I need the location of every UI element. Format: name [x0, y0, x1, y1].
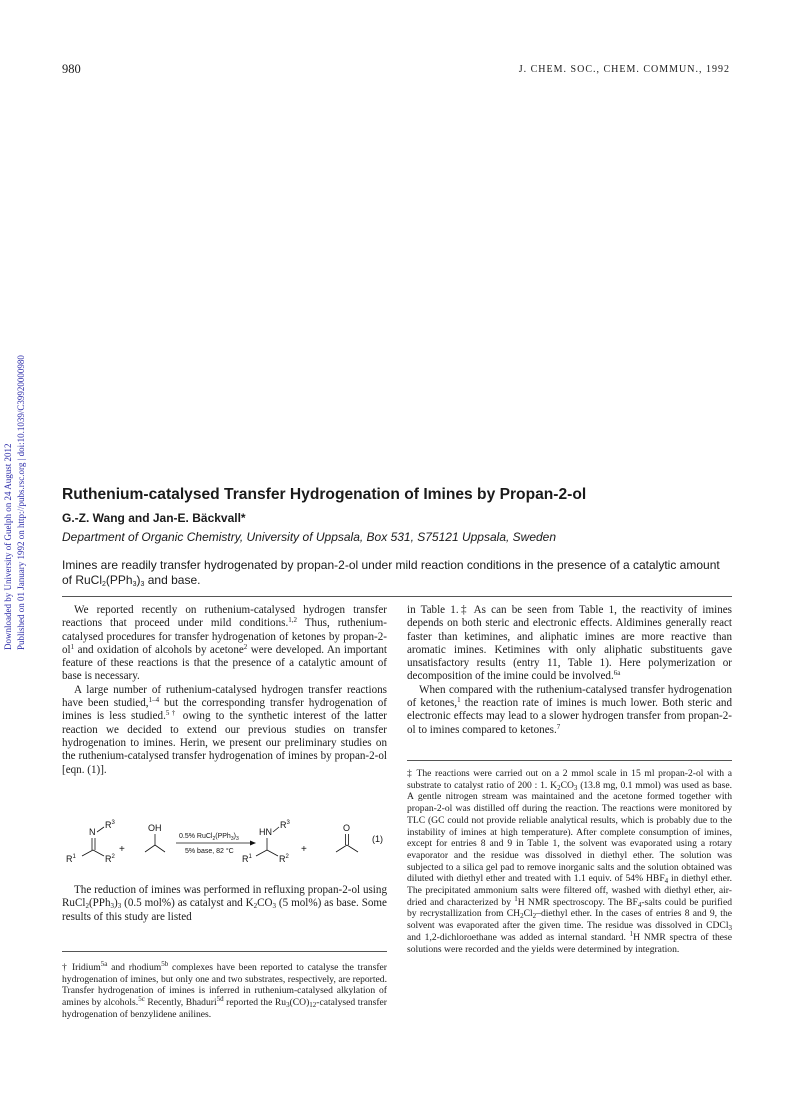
left-column-results: [62, 884, 387, 924]
abstract-divider: [62, 596, 732, 597]
paragraph-background: A large number of ruthenium-catalysed hydrogen transfer reactions have been studied,$^{1-4}$ but the corresponding transfer hydrogenation of imines is less studied.$^{5\dagger}$ owing to the synthetic interest of the latter reaction we decided to extend our previous studies on transfer hydrogenation to imines. Herin, we present our preliminary studies on the ruthenium-catalysed transfer hydrogenation of imines by propan-2-ol [eqn. (1)].: [62, 683, 388, 776]
article-affiliation: Department of Organic Chemistry, University of Uppsala, Box 531, S75121 Uppsala, Sweden: [62, 530, 557, 544]
download-notice-line1: Downloaded by University of Guelph on 24 August 2012: [3, 443, 13, 650]
right-footnote-divider: [407, 760, 732, 761]
plus-sign-2: +: [301, 844, 307, 855]
r1-label-right: $R^1$: [242, 854, 252, 864]
hn-label: HN: [259, 827, 272, 837]
r2-label-left: $R^2$: [105, 854, 115, 864]
r3-label-left: $R^3$: [105, 820, 115, 830]
right-column-body: [407, 604, 732, 737]
catalyst-label: 0.5% $RuCl_2(PPh_3)_3$: [179, 833, 239, 842]
left-column-body: [62, 604, 387, 777]
download-notice: [0, 290, 26, 650]
r3-label-right: $R^3$: [280, 820, 290, 830]
equation-number: (1): [372, 834, 383, 844]
download-notice-line2[interactable]: Published on 01 January 1992 on http://pubs.rsc.org | doi:10.1039/C39920000980: [16, 355, 26, 650]
article-title: Ruthenium-catalysed Transfer Hydrogenation of Imines by Propan-2-ol: [62, 486, 587, 503]
footnote-dagger: † Iridium$^{5a}$ and rhodium$^{5b}$ complexes have been reported to catalyse the transfer hydrogenation of imines, but only one and two substrates, respectively, are reported. Transfer hydrogenation of imines is inferred in ruthenium-catalysed alkylation of amines by alcohols.$^{5c}$ Recently, Bhaduri$^{5d}$ reported the $Ru_3(CO)_{12}$-catalysed transfer hydrogenation of benzylidene anilines.: [62, 960, 388, 1020]
n-atom-label: N: [89, 827, 96, 837]
paragraph-comparison: When compared with the ruthenium-catalysed transfer hydrogenation of ketones,$^1$ the reaction rate of imines is much lower. Both steric and electronic effects may lead to a slower hydrogen transfer from propan-2-ol to imines compared to ketones.$^7$: [407, 683, 732, 736]
paragraph-intro: We reported recently on ruthenium-catalysed hydrogen transfer reactions that proceed under mild conditions.$^{1,2}$ Thus, ruthenium-catalysed procedures for transfer hydrogenation of ketones by propan-$2-ol^1$ and oxidation of alcohols by acetone$^2$ were developed. An important feature of these reactions is that the presence of a catalytic amount of base is necessary.: [62, 604, 387, 683]
o-label: O: [343, 823, 351, 833]
plus-sign-1: +: [119, 844, 125, 855]
r2-label-right: $R^2$: [279, 854, 289, 864]
article-abstract: Imines are readily transfer hydrogenated by propan-2-ol under mild reaction conditions in the presence of a catalytic amount of $RuCl_2(PPh_3)_3$ and base.: [62, 558, 720, 588]
paragraph-method: The reduction of imines was performed in refluxing propan-2-ol using $RuCl_2(PPh_3)_3$ (0.5 mol%) as catalyst and $K_2CO_3$ (5 mol%) as base. Some results of this study are listed: [62, 884, 387, 923]
page-number: 980: [62, 62, 81, 76]
footnote-double-dagger: ‡ The reactions were carried out on a 2 mmol scale in 15 ml propan-2-ol with a substrate to catalyst ratio of 200 : 1. $K_2CO_3$ (13.8 mg, 0.1 mmol) was used as base. A gentle nitrogen stream was maintained and the acetone formed together with propan-2-ol was distilled off during the reaction. The reactions were monitored by TLC (GC could not provide reliable analytical results, which is probably due to the instability of imines at high temperature). After complete consumption of imines, except for entries 8 and 9 in Table 1, the solvent was evaporated using a rotary evaporator and the residue was dissolved in diethyl ether. The solution was subjected to a silica gel pad to remove inorganic salts and the solution obtained was diluted with diethyl ether and treated with 1.1 equiv. of 54% $HBF_4$ in diethyl ether. The precipitated ammonium salts were filtered off, washed with diethyl ether, air-dried and characterized by $^1$H NMR spectroscopy. The $BF_4$-salts could be purified by recrystallization from $CH_2Cl_2$–diethyl ether. In the cases of entries 8 and 9, the solvent was evaporated after the given time. The residue was dissolved in CDCl$_3$ and 1,2-dichloroethane was added as internal standard. $^1$H NMR spectra of these solutions were recorded and the yields were determined by integration.: [407, 768, 733, 955]
reaction-scheme-eqn1: [62, 818, 392, 874]
left-footnote-divider: [62, 951, 387, 952]
running-head: J. CHEM. SOC., CHEM. COMMUN., 1992: [518, 64, 730, 75]
paragraph-table-discussion: in Table 1.‡ As can be seen from Table 1, the reactivity of imines depends on both steric and electronic effects. Aldimines generally react faster than ketimines, and aliphatic imines are more reactive than aromatic imines. Ketimines with only aliphatic substituents gave unsatisfactory results (entry 11, Table 1). Here polymerization or decomposition of the imine could be involved.$^{6a}$: [407, 604, 732, 683]
r1-label-left: $R^1$: [66, 854, 76, 864]
article-authors: G.-Z. Wang and Jan-E. Bäckvall*: [62, 511, 246, 525]
oh-label: OH: [148, 823, 162, 833]
conditions-label: 5% base, 82 °C: [185, 848, 234, 855]
reaction-arrow-head: [250, 841, 256, 846]
